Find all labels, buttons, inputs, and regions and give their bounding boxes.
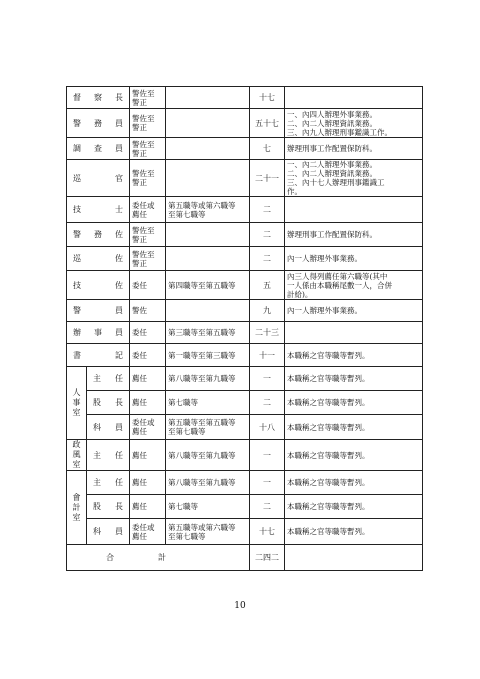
rank-line: 警正	[132, 148, 147, 158]
rank-line: 委任	[132, 280, 147, 290]
note-line: 計給)。	[287, 289, 313, 299]
grade-cell	[166, 197, 250, 223]
grade-cell	[166, 440, 250, 471]
note-line: 二、內二人辦理資訊業務。	[287, 118, 377, 128]
note-line: 辦理刑事工作配置保防科。	[287, 144, 377, 153]
grade-line: 第五職等至第五職等	[168, 418, 236, 427]
unit-char: 室	[72, 408, 81, 417]
rank-cell	[130, 344, 166, 367]
note-line: 本職稱之官等職等暫列。	[287, 374, 370, 383]
rank-line: 薦任	[132, 478, 147, 487]
grade-line: 至第七職等	[168, 531, 206, 541]
note-line: 內一人辦理外事業務。	[287, 254, 362, 263]
headcount: 二	[250, 223, 285, 247]
grade-line: 至第七職等	[168, 427, 206, 436]
rank-line: 薦任	[132, 450, 147, 460]
headcount: 一	[250, 471, 285, 495]
notes-cell	[285, 495, 423, 519]
grade-cell	[166, 160, 250, 197]
headcount: 七	[250, 138, 285, 160]
headcount: 二	[250, 197, 285, 223]
rank-cell	[130, 247, 166, 271]
notes-cell	[285, 300, 423, 322]
table-row	[67, 160, 423, 197]
rank-line: 薦任	[132, 427, 147, 436]
staffing-table-body	[67, 87, 423, 571]
unit-char: 政	[72, 440, 81, 449]
headcount: 二十三	[250, 322, 285, 344]
job-title: 辦事員	[67, 322, 130, 344]
grade-cell	[166, 271, 250, 300]
rank-line: 薦任	[132, 502, 147, 511]
total-label: 合計	[67, 545, 250, 571]
grade-line: 第七職等	[168, 502, 198, 511]
rank-cell	[130, 138, 166, 160]
grade-cell	[166, 109, 250, 138]
table-row	[67, 271, 423, 300]
job-title: 技佐	[67, 271, 130, 300]
unit-char: 事	[72, 398, 81, 407]
grade-line: 第三職等至第五職等	[168, 328, 236, 337]
rank-cell	[130, 271, 166, 300]
notes-cell	[285, 87, 423, 109]
job-title: 調查員	[67, 138, 130, 160]
job-title: 科員	[87, 519, 130, 545]
rank-line: 警佐	[132, 306, 147, 315]
table-row	[67, 138, 423, 160]
job-title: 警務佐	[67, 223, 130, 247]
notes-cell	[285, 415, 423, 440]
rank-cell	[130, 197, 166, 223]
notes-cell	[285, 271, 423, 300]
note-line: 本職稱之官等職等暫列。	[287, 478, 370, 487]
grade-cell	[166, 519, 250, 545]
note-line: 本職稱之官等職等暫列。	[287, 502, 370, 511]
job-title: 警務員	[67, 109, 130, 138]
rank-line: 警佐至	[132, 225, 155, 235]
job-title: 主任	[87, 440, 130, 471]
rank-cell	[130, 223, 166, 247]
note-line: 本職稱之官等職等暫列。	[287, 450, 370, 460]
notes-cell	[285, 471, 423, 495]
grade-cell	[166, 138, 250, 160]
rank-cell	[130, 300, 166, 322]
notes-cell	[285, 160, 423, 197]
notes-cell	[285, 109, 423, 138]
grade-line: 第五職等或第六職等	[168, 522, 236, 532]
table-row	[67, 87, 423, 109]
grade-line: 第八職等至第九職等	[168, 374, 236, 383]
notes-cell	[285, 138, 423, 160]
grade-cell	[166, 367, 250, 391]
table-row	[67, 519, 423, 545]
unit-char: 風	[72, 450, 81, 459]
unit-char: 人	[72, 388, 81, 397]
rank-line: 委任或	[132, 200, 155, 210]
notes-cell	[285, 519, 423, 545]
table-row	[67, 223, 423, 247]
job-title: 巡佐	[67, 247, 130, 271]
rank-line: 薦任	[132, 374, 147, 383]
note-line: 內一人辦理外事業務。	[287, 306, 362, 315]
rank-line: 薦任	[132, 398, 147, 407]
notes-cell	[285, 322, 423, 344]
job-title: 股長	[87, 495, 130, 519]
grade-cell	[166, 471, 250, 495]
rank-line: 警正	[132, 258, 147, 268]
job-title: 股長	[87, 391, 130, 415]
rank-line: 警正	[132, 234, 147, 244]
notes-cell	[285, 440, 423, 471]
note-line: 三、內十七人辦理刑事鑑識工	[287, 178, 385, 187]
job-title: 書記	[67, 344, 130, 367]
grade-cell	[166, 322, 250, 344]
headcount: 二	[250, 495, 285, 519]
rank-line: 警佐至	[132, 249, 155, 259]
table-row	[67, 109, 423, 138]
table-row	[67, 440, 423, 471]
rank-cell	[130, 322, 166, 344]
unit-char: 計	[72, 502, 81, 512]
unit-label	[67, 471, 87, 545]
grade-line: 至第七職等	[168, 209, 206, 219]
headcount: 二	[250, 391, 285, 415]
rank-line: 警佐至	[132, 88, 155, 98]
unit-char: 會	[72, 492, 81, 502]
rank-cell	[130, 109, 166, 138]
job-title: 主任	[87, 471, 130, 495]
note-line: 本職稱之官等職等暫列。	[287, 422, 370, 432]
headcount: 五十七	[250, 109, 285, 138]
note-line: 本職稱之官等職等暫列。	[287, 527, 370, 536]
headcount: 九	[250, 300, 285, 322]
rank-line: 警佐至	[132, 114, 155, 123]
notes-cell	[285, 344, 423, 367]
rank-line: 警佐至	[132, 169, 155, 178]
notes-cell	[285, 197, 423, 223]
rank-cell	[130, 519, 166, 545]
grade-line: 第七職等	[168, 398, 198, 407]
grade-cell	[166, 87, 250, 109]
table-row	[67, 471, 423, 495]
rank-line: 薦任	[132, 209, 147, 219]
notes-cell	[285, 223, 423, 247]
headcount: 十七	[250, 519, 285, 545]
staffing-table	[66, 86, 423, 571]
notes-cell	[285, 391, 423, 415]
grade-line: 第一職等至第三職等	[168, 350, 236, 360]
notes-cell	[285, 367, 423, 391]
job-title: 督察長	[67, 87, 130, 109]
headcount: 十八	[250, 415, 285, 440]
note-line: 內三人得列薦任第六職等(其中	[287, 271, 388, 281]
rank-cell	[130, 471, 166, 495]
grade-cell	[166, 391, 250, 415]
job-title: 科員	[87, 415, 130, 440]
rank-line: 薦任	[132, 531, 147, 541]
grade-line: 第四職等至第五職等	[168, 280, 236, 290]
rank-line: 委任或	[132, 522, 155, 532]
grade-cell	[166, 247, 250, 271]
note-line: 本職稱之官等職等暫列。	[287, 398, 370, 407]
grade-cell	[166, 223, 250, 247]
rank-cell	[130, 87, 166, 109]
page-number: 10	[234, 601, 246, 611]
grade-cell	[166, 300, 250, 322]
note-line: 二、內二人辦理資訊業務。	[287, 169, 377, 178]
table-row	[67, 322, 423, 344]
note-line: 作。	[287, 187, 302, 196]
grade-cell	[166, 344, 250, 367]
grade-line: 第五職等或第六職等	[168, 200, 236, 210]
rank-cell	[130, 367, 166, 391]
rank-cell	[130, 391, 166, 415]
grade-line: 第八職等至第九職等	[168, 478, 236, 487]
headcount: 五	[250, 271, 285, 300]
rank-line: 警佐至	[132, 139, 155, 149]
table-row	[67, 247, 423, 271]
job-title: 巡官	[67, 160, 130, 197]
rank-line: 委任	[132, 350, 147, 360]
rank-line: 警正	[132, 178, 147, 187]
table-row	[67, 300, 423, 322]
total-notes	[285, 545, 423, 571]
rank-line: 警正	[132, 123, 147, 132]
headcount: 二	[250, 247, 285, 271]
unit-char: 室	[72, 512, 81, 522]
note-line: 本職稱之官等職等暫列。	[287, 350, 370, 360]
unit-label	[67, 440, 87, 471]
note-line: 辦理刑事工作配置保防科。	[287, 230, 377, 239]
job-title: 主任	[87, 367, 130, 391]
headcount: 一	[250, 440, 285, 471]
note-line: 三、內九人辦理刑事鑑識工作。	[287, 127, 392, 137]
grade-cell	[166, 415, 250, 440]
job-title: 警員	[67, 300, 130, 322]
rank-line: 委任	[132, 328, 147, 337]
rank-line: 警正	[132, 97, 147, 107]
rank-cell	[130, 440, 166, 471]
headcount: 十七	[250, 87, 285, 109]
table-row	[67, 197, 423, 223]
note-line: 一、內二人辦理外事業務。	[287, 160, 377, 169]
notes-cell	[285, 247, 423, 271]
rank-cell	[130, 415, 166, 440]
rank-line: 委任或	[132, 418, 155, 427]
table-row	[67, 495, 423, 519]
rank-cell	[130, 495, 166, 519]
total-row	[67, 545, 423, 571]
table-row	[67, 344, 423, 367]
note-line: 一人係由本職稱尾數一人，合併	[287, 280, 392, 290]
note-line: 一、內四人辦理外事業務。	[287, 109, 377, 119]
headcount: 十一	[250, 344, 285, 367]
unit-label	[67, 367, 87, 440]
table-row	[67, 415, 423, 440]
headcount: 一	[250, 367, 285, 391]
job-title: 技士	[67, 197, 130, 223]
table-row	[67, 367, 423, 391]
table-row	[67, 391, 423, 415]
headcount: 二十一	[250, 160, 285, 197]
total-count: 二四二	[250, 545, 285, 571]
unit-char: 室	[72, 460, 81, 469]
rank-cell	[130, 160, 166, 197]
grade-cell	[166, 495, 250, 519]
grade-line: 第八職等至第九職等	[168, 450, 236, 460]
